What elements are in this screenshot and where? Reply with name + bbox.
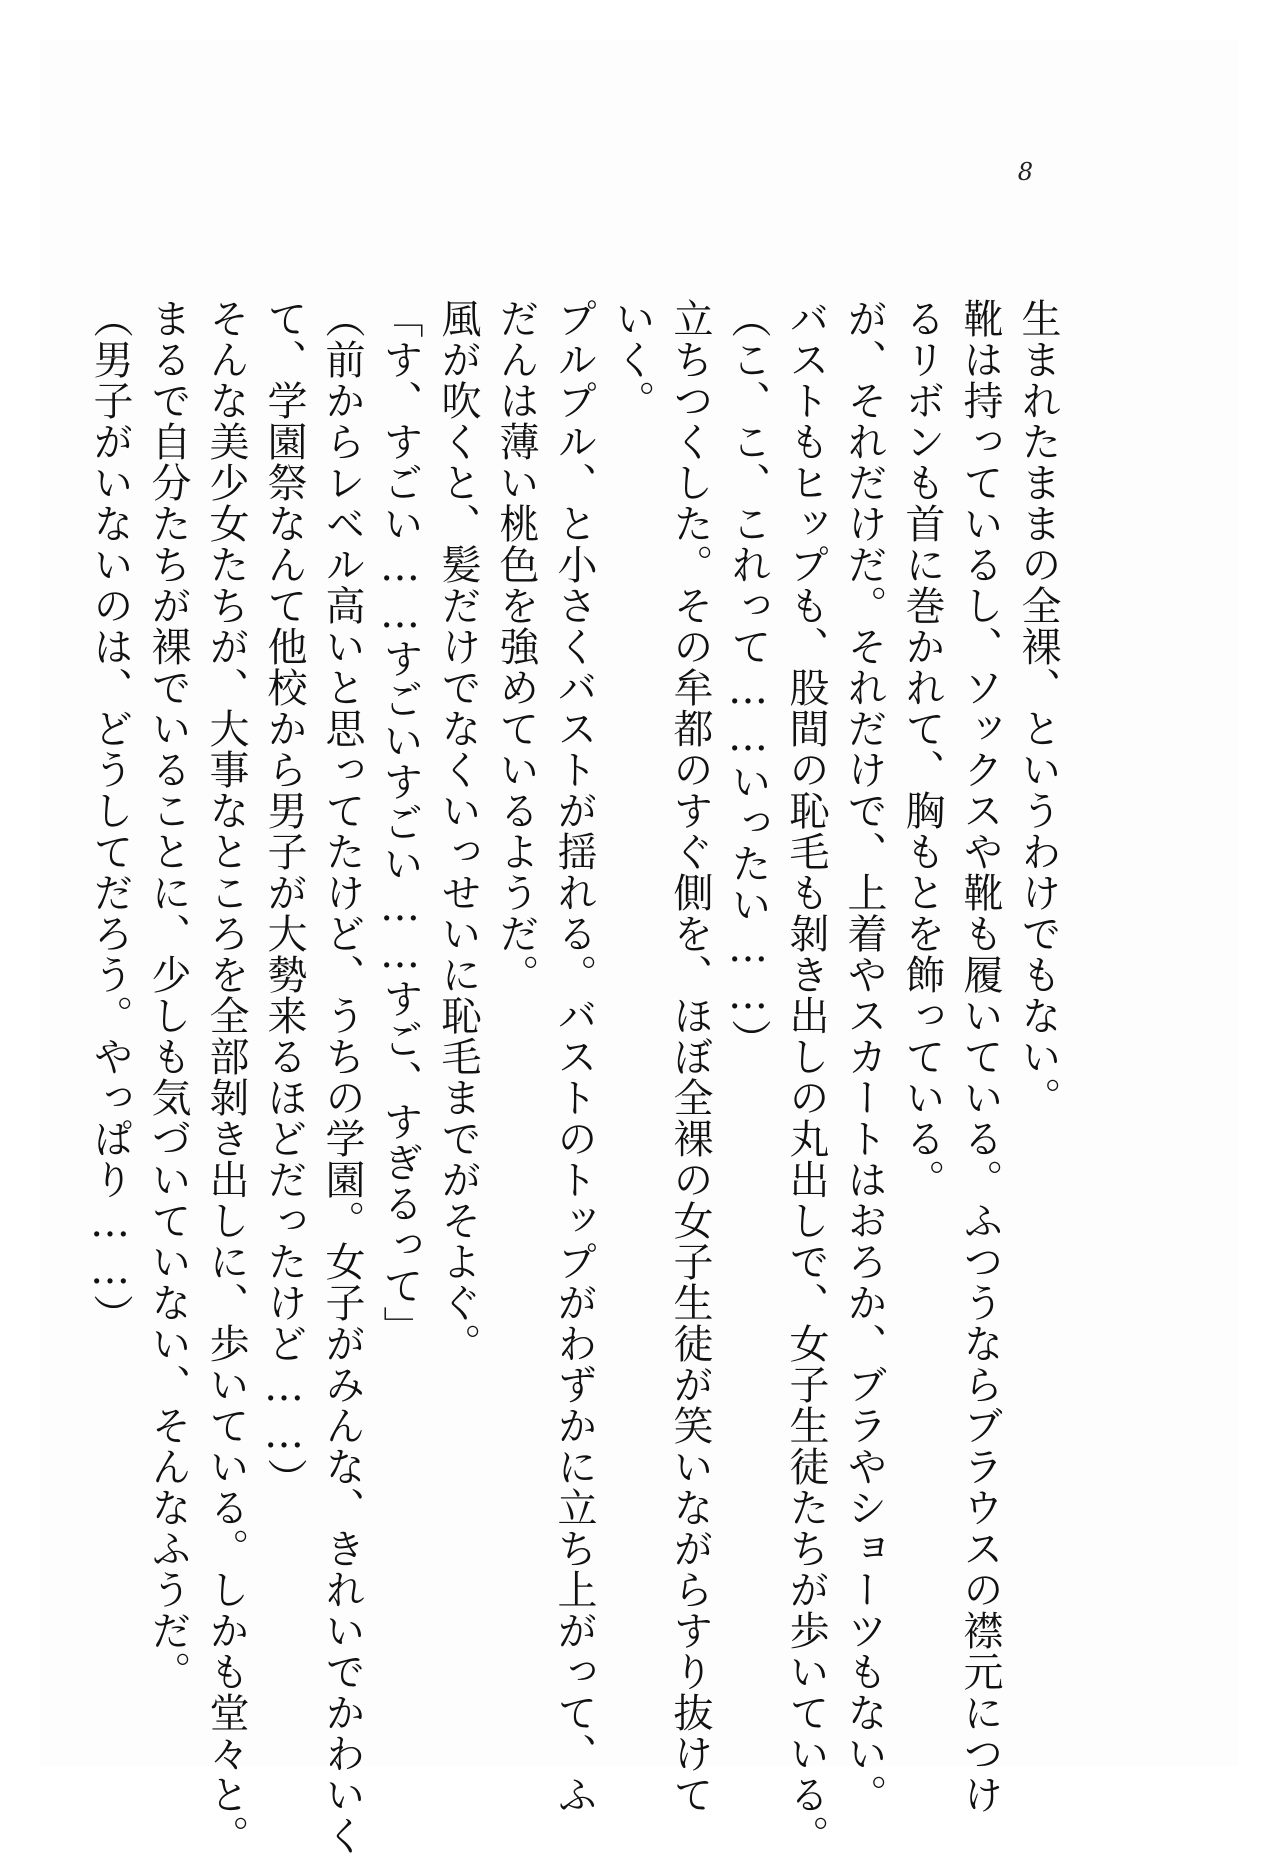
text-line-10: だんは薄い桃色を強めているようだ。 <box>493 298 539 995</box>
text-line-1: 生まれたままの全裸、というわけでもない。 <box>1015 298 1061 1118</box>
text-line-8: いく。 <box>609 298 655 421</box>
book-page <box>40 40 1238 1856</box>
text-line-15: そんな美少女たちが、大事なところを全部剝き出しに、歩いている。しかも堂々と。 <box>203 298 249 1856</box>
text-line-16: まるで自分たちが裸でいることに、少しも気づいていない、そんなふうだ。 <box>145 298 191 1692</box>
text-line-13: （前からレベル高いと思ってたけど、うちの学園。女子がみんな、きれいでかわいく <box>319 298 365 1856</box>
text-line-11: 風が吹くと、髪だけでなくいっせいに恥毛までがそよぐ。 <box>435 298 481 1364</box>
text-line-14: て、学園祭なんて他校から男子が大勢来るほどだったけど……） <box>261 298 307 1499</box>
text-line-6: （こ、こ、これって……いったい……） <box>725 298 771 1060</box>
vertical-text-block <box>87 298 1061 1856</box>
text-line-17: （男子がいないのは、どうしてだろう。やっぱり……） <box>87 298 133 1335</box>
page-number: 8 <box>1017 158 1033 186</box>
text-line-3: るリボンも首に巻かれて、胸もとを飾っている。 <box>899 298 945 1200</box>
text-line-7: 立ちつくした。その牟都のすぐ側を、ほぼ全裸の女子生徒が笑いながらすり抜けて <box>667 298 713 1815</box>
text-line-2: 靴は持っているし、ソックスや靴も履いている。ふつうならブラウスの襟元につけ <box>957 298 1003 1815</box>
text-line-5: バストもヒップも、股間の恥毛も剝き出しの丸出しで、女子生徒たちが歩いている。 <box>783 298 829 1856</box>
text-line-4: が、それだけだ。それだけで、上着やスカートはおろか、ブラやショーツもない。 <box>841 298 887 1815</box>
text-line-9: プルプル、と小さくバストが揺れる。バストのトップがわずかに立ち上がって、ふ <box>551 298 597 1815</box>
text-line-12: 「す、すごい……すごいすごい……すご、すぎるって」 <box>377 298 423 1347</box>
